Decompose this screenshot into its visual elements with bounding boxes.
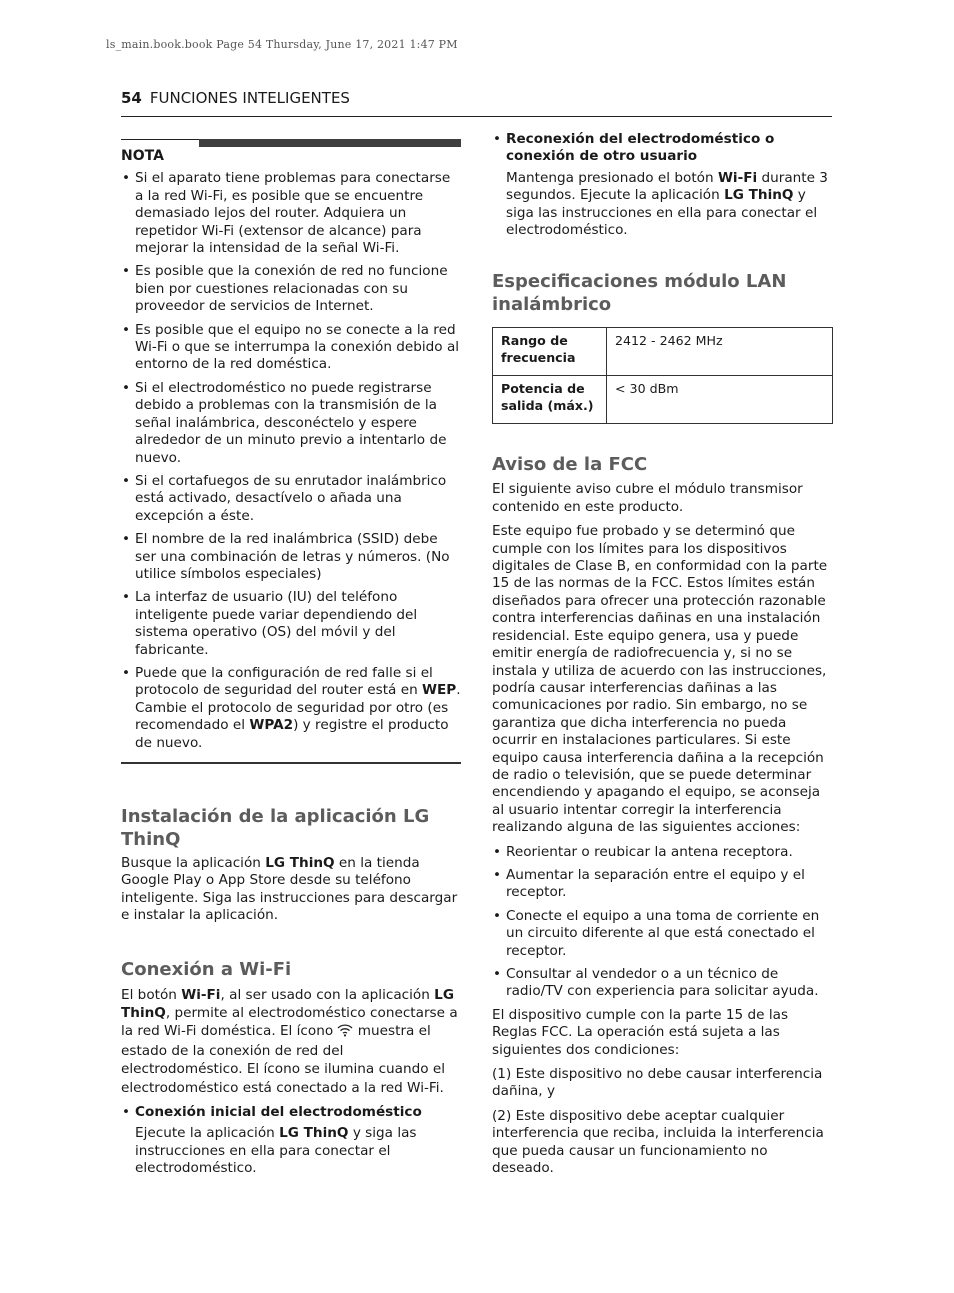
wifi-icon — [337, 1023, 353, 1042]
wifi-text: El botón Wi-Fi, al ser usado con la aplicación LG ThinQ, permite al electrodoméstico conectarse a la red Wi-Fi doméstica. El ícono muestra el estado de la conexión de red del electrodoméstico. El ícono se ilumina cuando el electrodoméstico está conectado a la red Wi-Fi. — [121, 986, 458, 1096]
fcc-compliance: El dispositivo cumple con la parte 15 de las Reglas FCC. La operación está sujeta a las siguientes dos condiciones: — [492, 1006, 789, 1058]
step-reconnect-title: • Reconexión del electrodoméstico o conexión de otro usuario — [492, 131, 833, 166]
file-meta: ls_main.book.book Page 54 Thursday, June 17, 2021 1:47 PM — [106, 38, 458, 51]
spec-label: Potencia de salida (máx.) — [493, 376, 607, 424]
list-item: • Aumentar la separación entre el equipo y el receptor. — [492, 867, 833, 902]
note-item: • Puede que la configuración de red falle si el protocolo de seguridad del router está en WEP. Cambie el protocolo de seguridad por otro (es recomendado el WPA2) y registre el producto de nuevo. — [121, 665, 461, 752]
list-item: • Consultar al vendedor o a un técnico de radio/TV con experiencia para solicitar ayuda. — [492, 966, 833, 1001]
page-number: 54 — [121, 89, 142, 107]
install-heading: Instalación de la aplicación LG ThinQ — [121, 806, 430, 850]
left-column — [121, 138, 461, 1184]
table-row — [493, 376, 833, 424]
wifi-steps — [121, 1104, 461, 1121]
step-reconnect-text: Mantenga presionado el botón Wi-Fi durante 3 segundos. Ejecute la aplicación LG ThinQ y siga las instrucciones en ella para conectar el electrodoméstico. — [506, 169, 828, 239]
note-item: • Si el cortafuegos de su enrutador inalámbrico está activado, desactívelo o añada una excepción a éste. — [121, 473, 461, 525]
note-item: • El nombre de la red inalámbrica (SSID) debe ser una combinación de letras y números. (No utilice símbolos especiales) — [121, 531, 461, 583]
note-item: • Si el aparato tiene problemas para conectarse a la red Wi-Fi, es posible que se encuentre demasiado lejos del router. Adquiera un repetidor Wi-Fi (extensor de alcance) para mejorar la intensidad de la señal Wi-Fi. — [121, 170, 461, 257]
note-list — [121, 170, 461, 752]
page-header — [121, 88, 832, 117]
fcc-condition-1: (1) Este dispositivo no debe causar interferencia dañina, y — [492, 1066, 823, 1100]
fcc-actions — [492, 844, 833, 1001]
note-item: • Si el electrodoméstico no puede registrarse debido a problemas con la transmisión de la señal inalámbrica, desconéctelo y espere alrededor de un minuto previo a intentarlo de nuevo. — [121, 380, 461, 467]
install-text: Busque la aplicación LG ThinQ en la tienda Google Play o App Store desde su teléfono inteligente. Siga las instrucciones para descargar e instalar la aplicación. — [121, 855, 458, 924]
fcc-heading: Aviso de la FCC — [492, 454, 648, 476]
list-item: • Reorientar o reubicar la antena receptora. — [492, 844, 833, 861]
note-top-rule — [121, 138, 461, 148]
step-initial-text: Ejecute la aplicación LG ThinQ y siga las instrucciones en ella para conectar el electrodoméstico. — [135, 1125, 417, 1177]
list-item: • Conecte el equipo a una toma de corriente en un circuito diferente al que está conectado el receptor. — [492, 908, 833, 960]
fcc-intro: El siguiente aviso cubre el módulo transmisor contenido en este producto. — [492, 481, 803, 515]
wifi-heading: Conexión a Wi-Fi — [121, 958, 292, 980]
spec-label: Rango de frecuencia — [493, 328, 607, 376]
right-column — [492, 131, 833, 1184]
fcc-body: Este equipo fue probado y se determinó que cumple con los límites para los dispositivos digitales de Clase B, en conformidad con la parte 15 de las normas de la FCC. Estos límites están diseñados para ofrecer una protección razonable contra interferencias dañinas en una instalación residencial. Este equipo genera, usa y puede emitir energía de radiofrecuencia y, si no se instala y utiliza de acuerdo con las instrucciones, podría causar interferencias dañinas a las comunicaciones por radio. Sin embargo, no se garantiza que dicha interferencia no pueda ocurrir en instalaciones particulares. Si este equipo causa interferencia dañina a la recepción de radio o televisión, que se puede determinar encendiendo y apagando el equipo, se aconseja al usuario intentar corregir la interferencia realizando alguna de las siguientes acciones: — [492, 523, 828, 836]
spec-value: 2412 - 2462 MHz — [607, 328, 833, 376]
spec-value: < 30 dBm — [607, 376, 833, 424]
specs-table — [492, 327, 833, 424]
fcc-condition-2: (2) Este dispositivo debe aceptar cualquier interferencia que reciba, incluida la interferencia que pueda causar un funcionamiento no deseado. — [492, 1107, 824, 1177]
table-row — [493, 328, 833, 376]
specs-heading: Especificaciones módulo LAN inalámbrico — [492, 271, 787, 316]
note-title: NOTA — [121, 148, 164, 164]
section-title: FUNCIONES INTELIGENTES — [149, 89, 350, 107]
note-item: • Es posible que la conexión de red no funcione bien por cuestiones relacionadas con su proveedor de servicios de Internet. — [121, 263, 461, 315]
note-item: • Es posible que el equipo no se conecte a la red Wi-Fi o que se interrumpa la conexión debido al entorno de la red doméstica. — [121, 322, 461, 374]
step-initial-title: • Conexión inicial del electrodoméstico — [121, 1104, 461, 1121]
note-item: • La interfaz de usuario (IU) del teléfono inteligente puede variar dependiendo del sistema operativo (OS) del móvil y del fabricante. — [121, 589, 461, 659]
note-bottom-rule — [121, 762, 461, 764]
